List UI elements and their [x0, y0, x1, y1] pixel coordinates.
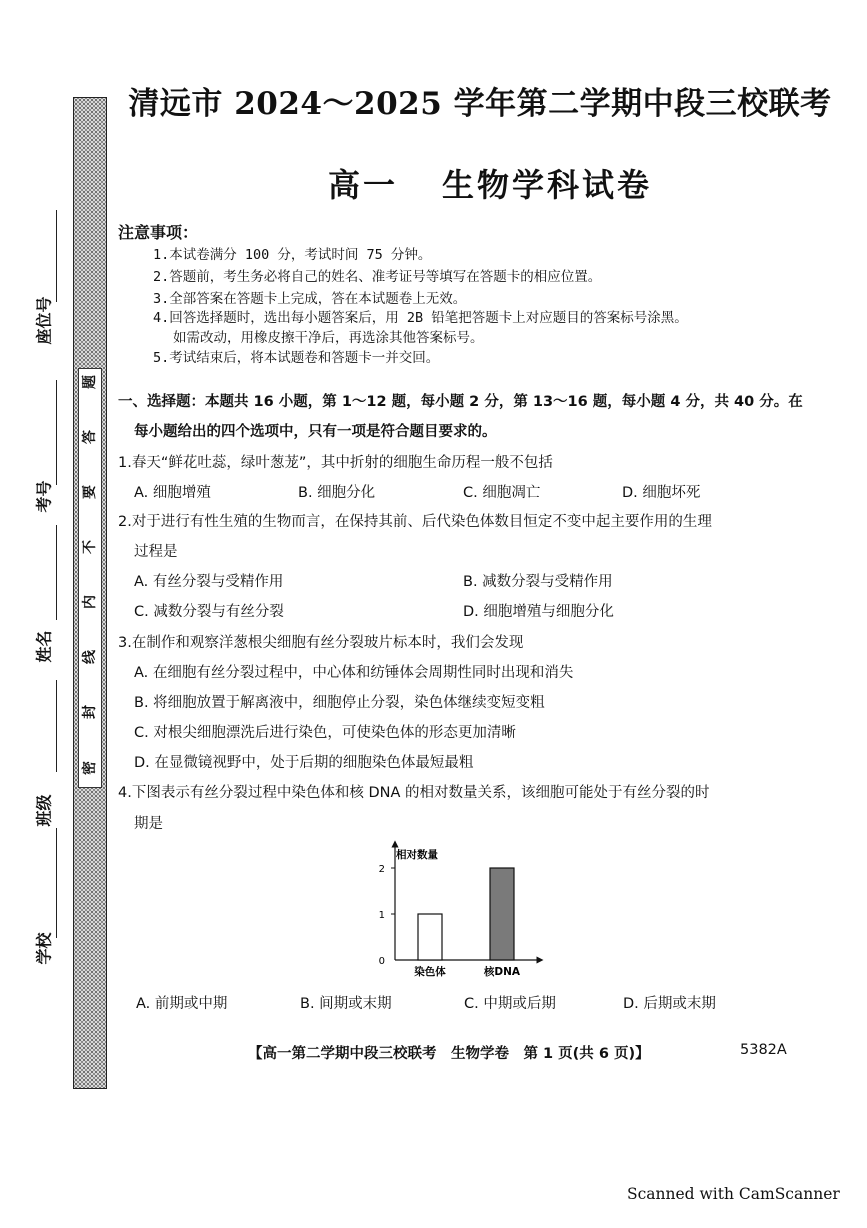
seat-number-line[interactable] [56, 210, 57, 302]
bar-chromosome [418, 914, 442, 960]
seal-char: 封 [82, 705, 98, 719]
y-tick-label: 1 [378, 910, 385, 921]
notice-item: 4.回答选择题时，选出每小题答案后，用 2B 铅笔把答题卡上对应题目的答案标号涂黑。 [153, 310, 688, 326]
y-tick-label: 0 [378, 956, 385, 967]
name-line[interactable] [56, 525, 57, 620]
question-stem: 3.在制作和观察洋葱根尖细胞有丝分裂玻片标本时，我们会发现 [118, 635, 524, 651]
notice-item: 2.答题前，考生务必将自己的姓名、准考证号等填写在答题卡的相应位置。 [153, 269, 602, 285]
seal-char: 题 [82, 375, 98, 389]
section-heading: 一、选择题：本题共 16 小题，第 1～12 题，每小题 2 分，第 13～16 题，每小题 4 分，共 40 分。在 [118, 394, 803, 410]
section-heading-cont: 每小题给出的四个选项中，只有一项是符合题目要求的。 [134, 424, 497, 440]
option-d: D. 在显微镜视野中，处于后期的细胞染色体最短最粗 [134, 755, 474, 771]
seal-char: 要 [82, 485, 98, 499]
notice-item: 3.全部答案在答题卡上完成，答在本试题卷上无效。 [153, 291, 467, 307]
bar-nuclear-dna [490, 868, 514, 960]
option-b: B. 间期或末期 [300, 996, 392, 1012]
question-stem: 4.下图表示有丝分裂过程中染色体和核 DNA 的相对数量关系，该细胞可能处于有丝分裂的时 [118, 785, 710, 801]
option-d: D. 细胞坏死 [622, 485, 701, 501]
notice-item: 如需改动，用橡皮擦干净后，再选涂其他答案标号。 [173, 330, 484, 346]
option-d: D. 细胞增殖与细胞分化 [463, 604, 614, 620]
option-b: B. 细胞分化 [298, 485, 376, 501]
option-d: D. 后期或末期 [623, 996, 716, 1012]
grade-label: 高一 [327, 166, 398, 204]
x-tick-label: 核DNA [483, 966, 521, 978]
exam-number-label: 考号 [34, 480, 54, 513]
school-line[interactable] [56, 828, 57, 938]
option-a: A. 在细胞有丝分裂过程中，中心体和纺锤体会周期性同时出现和消失 [134, 665, 574, 681]
seat-number-label: 座位号 [34, 296, 54, 345]
seal-char: 答 [82, 430, 98, 444]
class-label: 班级 [34, 794, 54, 827]
option-a: A. 细胞增殖 [134, 485, 211, 501]
seal-char: 密 [82, 761, 98, 775]
option-a: A. 前期或中期 [136, 996, 228, 1012]
option-c: C. 减数分裂与有丝分裂 [134, 604, 284, 620]
exam-number-line[interactable] [56, 380, 57, 485]
question-stem-cont: 过程是 [134, 544, 178, 560]
question-stem: 2.对于进行有性生殖的生物而言，在保持其前、后代染色体数目恒定不变中起主要作用的生理 [118, 514, 712, 530]
class-line[interactable] [56, 680, 57, 772]
notice-item: 1.本试卷满分 100 分，考试时间 75 分钟。 [153, 247, 432, 263]
seal-char: 内 [82, 595, 98, 609]
scanner-watermark: Scanned with CamScanner [627, 1185, 840, 1203]
paper-code: 5382A [740, 1042, 787, 1058]
x-tick-label: 染色体 [414, 966, 446, 978]
subject-label: 生物学科试卷 [442, 166, 653, 204]
question-stem: 1.春天“鲜花吐蕊，绿叶葱茏”，其中折射的细胞生命历程一般不包括 [118, 455, 553, 471]
y-tick-label: 2 [378, 864, 385, 875]
seal-line-box [78, 368, 102, 788]
school-label: 学校 [34, 932, 54, 965]
option-b: B. 将细胞放置于解离液中，细胞停止分裂，染色体继续变短变粗 [134, 695, 545, 711]
name-label: 姓名 [34, 630, 54, 663]
exam-title: 清远市 2024～2025 学年第二学期中段三校联考 [128, 86, 832, 122]
option-c: C. 中期或后期 [464, 996, 556, 1012]
seal-char: 不 [82, 540, 98, 554]
question-stem-cont: 期是 [134, 816, 163, 832]
notice-heading: 注意事项： [118, 223, 199, 242]
seal-char: 线 [82, 650, 98, 664]
notice-item: 5.考试结束后，将本试题卷和答题卡一并交回。 [153, 350, 440, 366]
y-axis-label: 相对数量 [396, 849, 438, 861]
option-c: C. 细胞凋亡 [463, 485, 541, 501]
option-b: B. 减数分裂与受精作用 [463, 574, 613, 590]
exam-subtitle [110, 160, 867, 206]
page-footer: 【高一第二学期中段三校联考 生物学卷 第 1 页(共 6 页)】 [248, 1046, 650, 1062]
bar-chart [355, 838, 555, 983]
option-c: C. 对根尖细胞漂洗后进行染色，可使染色体的形态更加清晰 [134, 725, 516, 741]
option-a: A. 有丝分裂与受精作用 [134, 574, 284, 590]
